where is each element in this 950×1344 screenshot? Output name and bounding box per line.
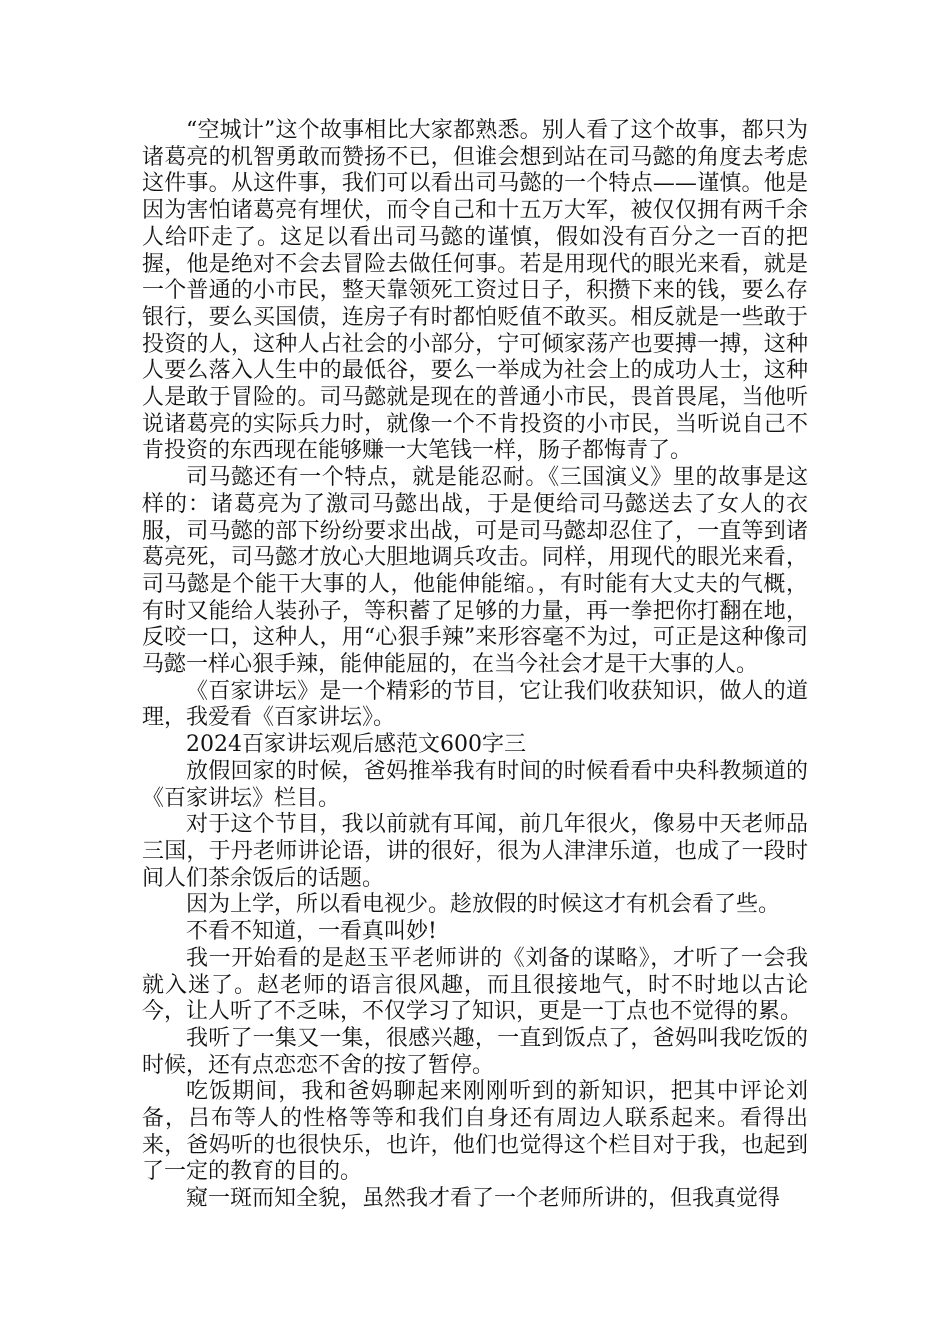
paragraph-wonderful: 不看不知道，一看真叫妙! — [186, 919, 437, 945]
paragraph-liubei: 我一开始看的是赵玉平老师讲的《刘备的谋略》，才听了一会我就入迷了。赵老师的语言很风趣，而且很接地气，时不时地以古论今，让人听了不乏味，不仅学习了知识，更是一丁点也不觉得的累。 — [142, 945, 808, 1025]
section-heading: 2024百家讲坛观后感范文600字三 — [186, 732, 526, 758]
paragraph-school: 因为上学，所以看电视少。趁放假的时候这才有机会看了些。 — [186, 892, 781, 918]
paragraph-kongchengji: “空城计”这个故事相比大家都熟悉。别人看了这个故事，都只为诸葛亮的机智勇敢而赞扬不已，但谁会想到站在司马懿的角度去考虑这件事。从这件事，我们可以看出司马懿的一个特点——谨慎。他是因为害怕诸葛亮有埋伏，而令自己和十五万大军，被仅仅拥有两千余人给吓走了。这足以看出司马懿的谨慎，假如没有百分之一百的把握，他是绝对不会去冒险去做任何事。若是用现代的眼光来看，就是一个普通的小市民，整天靠领死工资过日子，积攒下来的钱，要么存银行，要么买国债，连房子有时都怕贬值不敢买。相反就是一些敢于投资的人，这种人占社会的小部分，宁可倾家荡产也要搏一搏，这种人要么落入人生中的最低谷，要么一举成为社会上的成功人士，这种人是敢于冒险的。司马懿就是现在的普通小市民，畏首畏尾，当他听说诸葛亮的实际兵力时，就像一个不肯投资的小市民，当听说自己不肯投资的东西现在能够赚一大笔钱一样，肠子都悔青了。 — [142, 118, 808, 464]
paragraph-holiday: 放假回家的时候，爸妈推举我有时间的时候看看中央科教频道的《百家讲坛》栏目。 — [142, 758, 808, 811]
paragraph-glimpse: 窥一斑而知全貌，虽然我才看了一个老师所讲的，但我真觉得 — [186, 1186, 781, 1212]
paragraph-renai: 司马懿还有一个特点，就是能忍耐。《三国演义》里的故事是这样的：诸葛亮为了激司马懿出战，于是便给司马懿送去了女人的衣服，司马懿的部下纷纷要求出战，可是司马懿却忍住了，一直等到诸葛亮死，司马懿才放心大胆地调兵攻击。同样，用现代的眼光来看，司马懿是个能干大事的人，他能伸能缩。，有时能有大丈夫的气概，有时又能给人装孙子，等积蓄了足够的力量，再一拳把你打翻在地，反咬一口，这种人，用“心狠手辣”来形容毫不为过，可正是这种像司马懿一样心狠手辣，能伸能屈的，在当今社会才是干大事的人。 — [142, 465, 808, 678]
document-body — [142, 118, 808, 1213]
paragraph-episodes: 我听了一集又一集，很感兴趣，一直到饭点了，爸妈叫我吃饭的时候，还有点恋恋不舍的按了暂停。 — [142, 1025, 808, 1078]
paragraph-dinner: 吃饭期间，我和爸妈聊起来刚刚听到的新知识，把其中评论刘备，吕布等人的性格等等和我们自身还有周边人联系起来。看得出来，爸妈听的也很快乐，也许，他们也觉得这个栏目对于我，也起到了一定的教育的目的。 — [142, 1079, 808, 1185]
paragraph-conclusion: 《百家讲坛》是一个精彩的节目，它让我们收获知识，做人的道理，我爱看《百家讲坛》。 — [142, 678, 808, 731]
paragraph-heard-before: 对于这个节目，我以前就有耳闻，前几年很火，像易中天老师品三国，于丹老师讲论语，讲的很好，很为人津津乐道，也成了一段时间人们茶余饭后的话题。 — [142, 812, 808, 891]
